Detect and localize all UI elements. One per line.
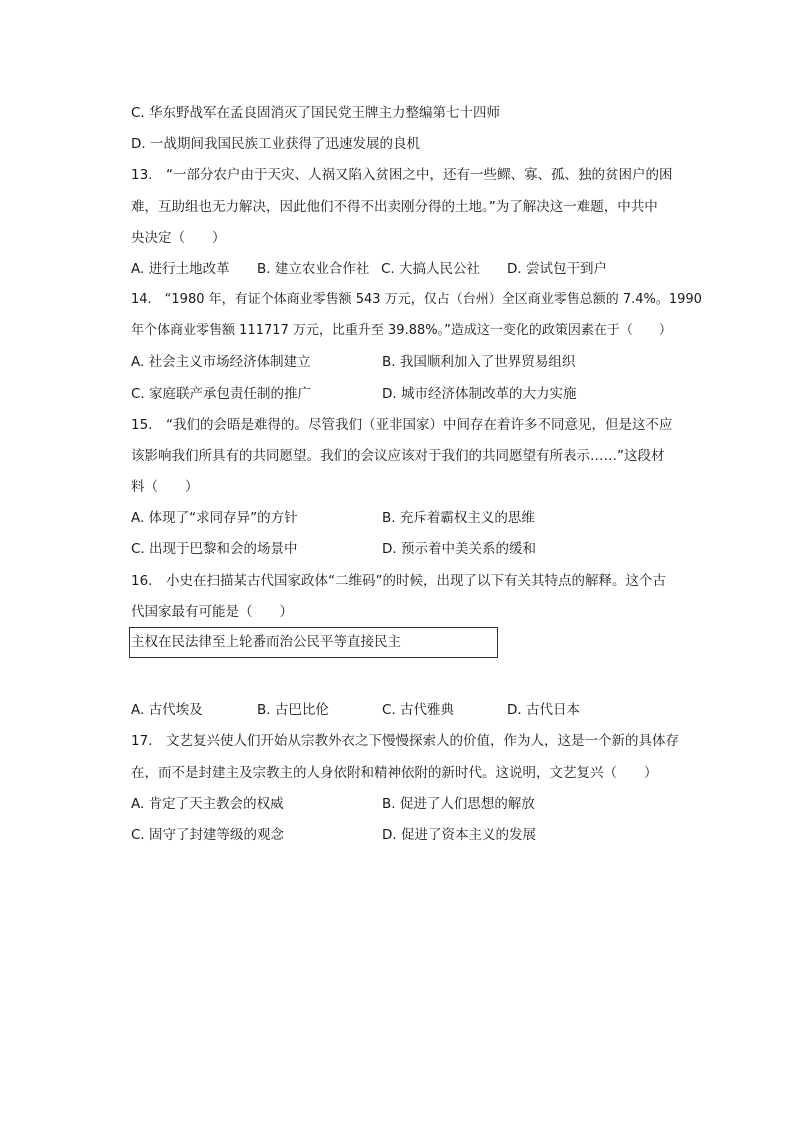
q12-option-d: D. 一战期间我国民族工业获得了迅速发展的良机 [131, 136, 420, 152]
q13-stem-line3: 央决定（ ） [131, 230, 226, 246]
q15-stem-line3: 料（ ） [131, 479, 199, 495]
q14-option-a: A. 社会主义市场经济体制建立 [131, 354, 311, 370]
q17-option-a: A. 肯定了天主教会的权威 [131, 796, 284, 812]
q13-stem-line1: 13. “一部分农户由于天灾、人祸又陷入贫困之中，还有一些鳏、寡、孤、独的贫困户的困 [131, 167, 673, 183]
q12-option-c: C. 华东野战军在孟良固消灭了国民党王牌主力整编第七十四师 [131, 105, 501, 121]
q14-option-b: B. 我国顺利加入了世界贸易组织 [382, 354, 576, 370]
q13-option-b: B. 建立农业合作社 [257, 261, 370, 277]
q13-option-c: C. 大搞人民公社 [381, 261, 481, 277]
q14-stem-line1: 14. “1980 年，有证个体商业零售额 543 万元，仅占（台州）全区商业零售总额的 7.4%。1990 [131, 292, 702, 307]
q15-option-a: A. 体现了“求同存异”的方针 [131, 510, 298, 526]
q17-stem-line2: 在，而不是封建主及宗教主的人身依附和精神依附的新时代。这说明，文艺复兴（ ） [131, 765, 658, 781]
q15-stem-line2: 该影响我们所具有的共同愿望。我们的会议应该对于我们的共同愿望有所表示……”这段材 [131, 448, 665, 464]
q16-option-c: C. 古代雅典 [382, 702, 455, 718]
q15-option-d: D. 预示着中美关系的缓和 [382, 541, 536, 557]
q16-option-d: D. 古代日本 [507, 702, 580, 718]
q13-option-a: A. 进行土地改革 [131, 261, 230, 277]
q17-option-b: B. 促进了人们思想的解放 [382, 796, 535, 812]
q15-stem-line1: 15. “我们的会晤是难得的。尽管我们（亚非国家）中间存在着许多不同意见，但是这不应 [131, 417, 673, 433]
q14-stem-line2: 年个体商业零售额 111717 万元，比重升至 39.88%。”造成这一变化的政策因素在于（ ） [131, 323, 672, 338]
q16-stem-line1: 16. 小史在扫描某古代国家政体“二维码”的时候，出现了以下有关其特点的解释。这个古 [131, 573, 666, 589]
q15-option-b: B. 充斥着霸权主义的思维 [382, 510, 535, 526]
q14-option-d: D. 城市经济体制改革的大力实施 [382, 386, 577, 402]
q16-stem-line2: 代国家最有可能是（ ） [131, 604, 293, 620]
q16-qr-code-box: 主权在民法律至上轮番而治公民平等直接民主 [129, 627, 498, 658]
q17-option-d: D. 促进了资本主义的发展 [382, 827, 536, 843]
q16-option-a: A. 古代埃及 [131, 702, 203, 718]
q17-stem-line1: 17. 文艺复兴使人们开始从宗教外衣之下慢慢探索人的价值，作为人，这是一个新的具体存 [131, 733, 679, 749]
q13-option-d: D. 尝试包干到户 [507, 261, 607, 277]
q17-option-c: C. 固守了封建等级的观念 [131, 827, 285, 843]
q14-option-c: C. 家庭联产承包责任制的推广 [131, 386, 312, 402]
q16-option-b: B. 古巴比伦 [257, 702, 329, 718]
q13-stem-line2: 难，互助组也无力解决，因此他们不得不出卖刚分得的土地。”为了解决这一难题，中共中 [131, 199, 658, 215]
q15-option-c: C. 出现于巴黎和会的场景中 [131, 541, 298, 557]
